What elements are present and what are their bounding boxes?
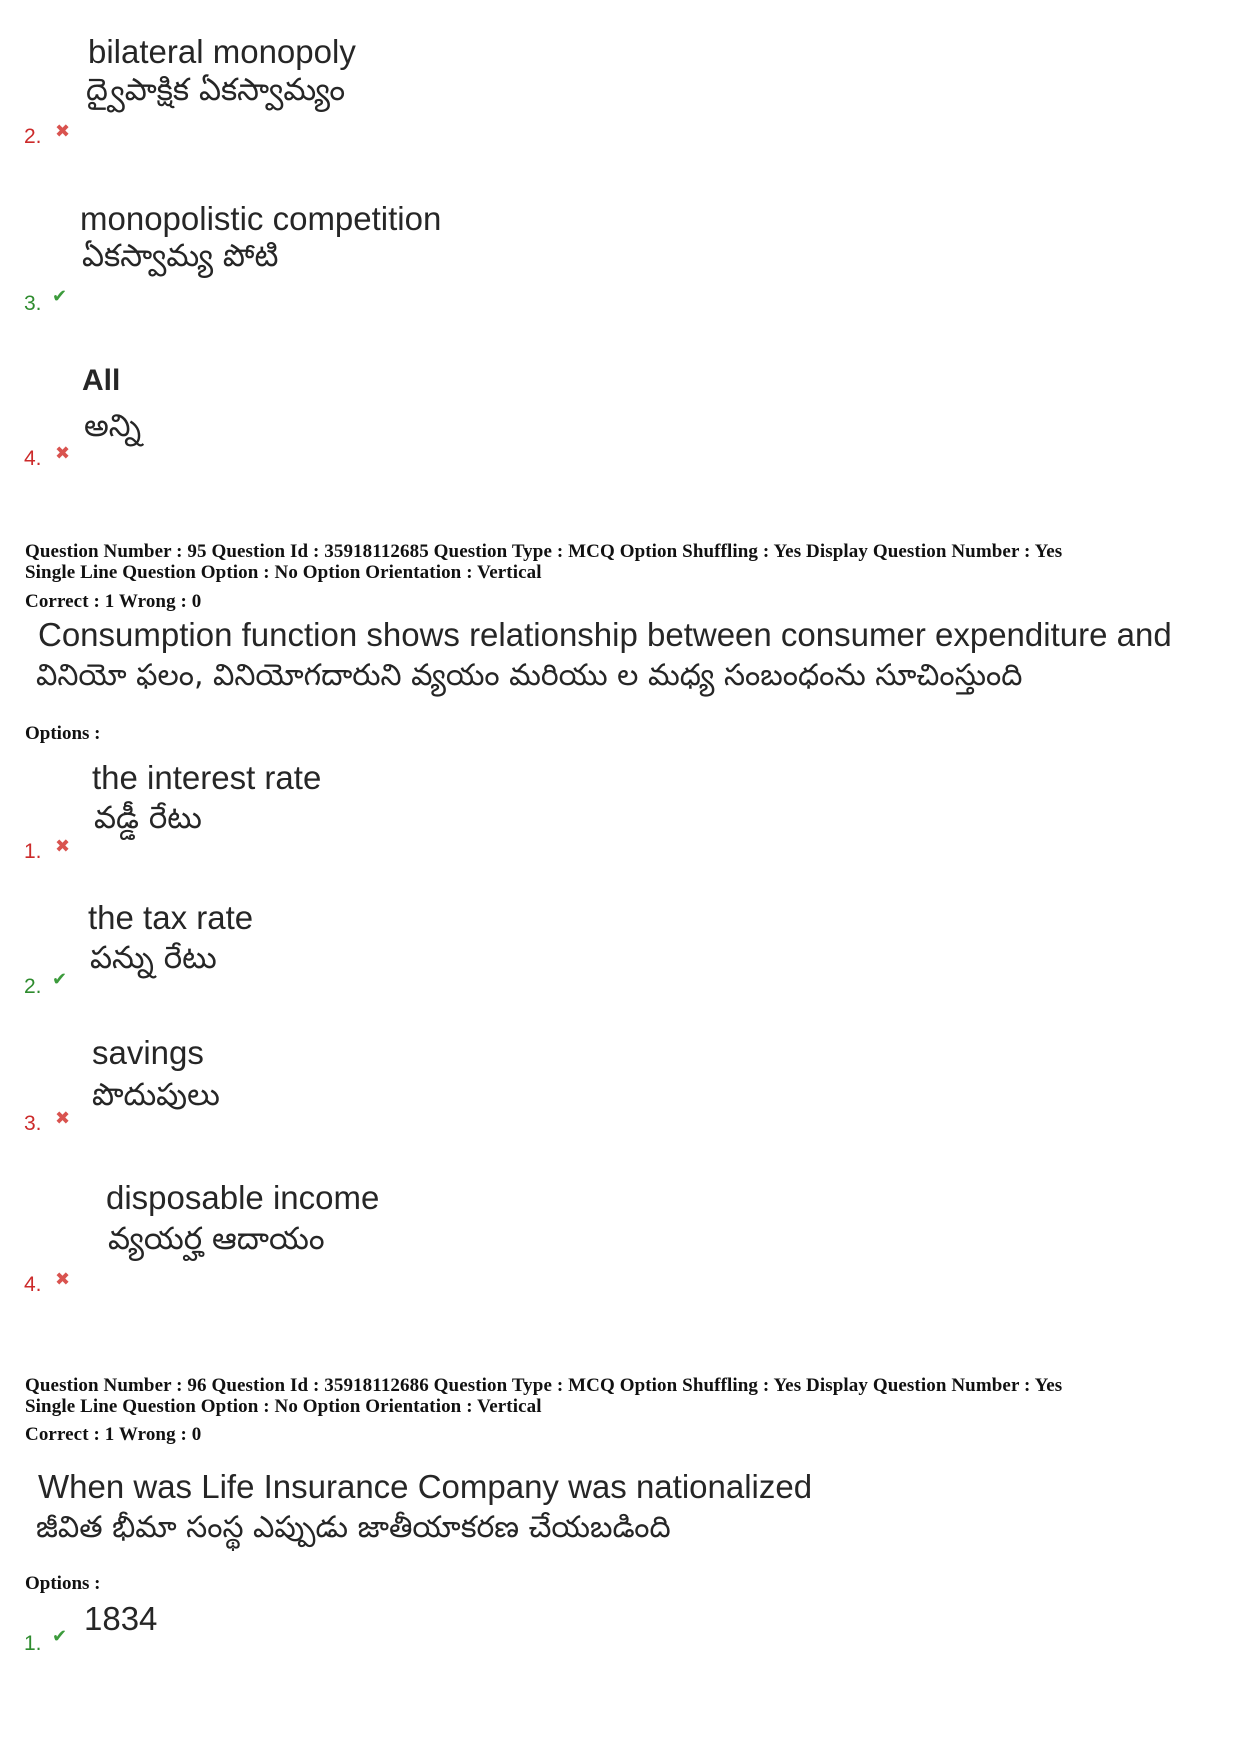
option-english: 1834 bbox=[84, 1600, 158, 1637]
check-icon: ✔ bbox=[52, 969, 68, 989]
option-telugu: ఏకస్వామ్య పోటి bbox=[82, 238, 279, 274]
question-meta-line1: Question Number : 96 Question Id : 35918112686 Question Type : MCQ Option Shuffling : Yes Display Question Number : Yes bbox=[25, 1375, 1063, 1396]
question-text-english: When was Life Insurance Company was nationalized bbox=[38, 1468, 813, 1505]
wrong-icon: ✖ bbox=[55, 121, 71, 141]
wrong-icon: ✖ bbox=[55, 443, 71, 463]
question-marks: Correct : 1 Wrong : 0 bbox=[25, 591, 202, 612]
option-telugu: వడ్డీ రేటు bbox=[94, 800, 202, 836]
option-telugu: పన్ను రేటు bbox=[90, 940, 217, 976]
option-telugu: వ్యయర్హ ఆదాయం bbox=[108, 1221, 325, 1257]
option-number: 1. bbox=[24, 840, 42, 863]
option-english: the tax rate bbox=[88, 899, 254, 936]
option-english: monopolistic competition bbox=[80, 200, 442, 237]
question-text-telugu: వినియో ఫలం, వినియోగదారుని వ్యయం మరియు ల మధ్య సంబంధంను సూచింస్తుంది bbox=[36, 658, 1023, 693]
option-english: the interest rate bbox=[92, 759, 322, 796]
wrong-icon: ✖ bbox=[55, 836, 71, 856]
option-number: 4. bbox=[24, 1273, 42, 1296]
options-label: Options : bbox=[25, 1573, 101, 1594]
wrong-icon: ✖ bbox=[55, 1269, 71, 1289]
option-number: 3. bbox=[24, 1112, 42, 1135]
question-text-telugu: జీవిత భీమా సంస్థ ఎప్పుడు జాతీయాకరణ చేయబడింది bbox=[36, 1510, 671, 1545]
option-english: savings bbox=[92, 1034, 204, 1071]
question-meta-line2: Single Line Question Option : No Option Orientation : Vertical bbox=[25, 1396, 542, 1417]
wrong-icon: ✖ bbox=[55, 1108, 71, 1128]
question-meta-line2: Single Line Question Option : No Option Orientation : Vertical bbox=[25, 562, 542, 583]
option-number: 2. bbox=[24, 125, 42, 148]
option-english: disposable income bbox=[106, 1179, 380, 1216]
option-english: bilateral monopoly bbox=[88, 33, 356, 70]
option-number: 1. bbox=[24, 1632, 42, 1655]
question-marks: Correct : 1 Wrong : 0 bbox=[25, 1424, 202, 1445]
option-english: All bbox=[82, 364, 121, 397]
option-telugu: పొదుపులు bbox=[92, 1077, 220, 1113]
check-icon: ✔ bbox=[52, 1626, 68, 1646]
options-label: Options : bbox=[25, 723, 101, 744]
check-icon: ✔ bbox=[52, 286, 68, 306]
option-telugu: ద్వైపాక్షిక ఏకస్వామ్యం bbox=[86, 72, 346, 108]
option-telugu: అన్ని bbox=[84, 408, 142, 444]
option-number: 4. bbox=[24, 447, 42, 470]
option-number: 3. bbox=[24, 292, 42, 315]
option-number: 2. bbox=[24, 975, 42, 998]
question-meta-line1: Question Number : 95 Question Id : 35918112685 Question Type : MCQ Option Shuffling : Yes Display Question Number : Yes bbox=[25, 541, 1063, 562]
question-text-english: Consumption function shows relationship between consumer expenditure and bbox=[38, 616, 1172, 653]
